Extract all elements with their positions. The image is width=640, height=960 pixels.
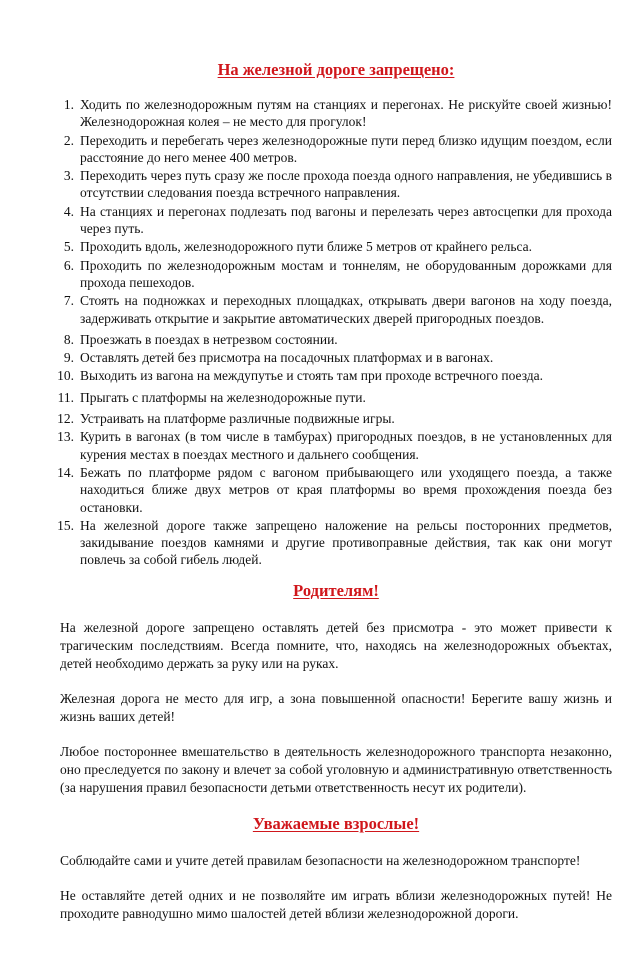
list-item-text: Прыгать с платформы на железнодорожные пути. xyxy=(80,389,366,405)
list-item-text: Проезжать в поездах в нетрезвом состоянии. xyxy=(80,331,338,347)
list-item xyxy=(60,203,612,238)
list-item xyxy=(57,464,612,516)
list-item xyxy=(57,428,612,463)
adults-paragraph: Соблюдайте сами и учите детей правилам безопасности на железнодорожном транспорте! xyxy=(60,852,581,868)
prohibited-heading: На железной дороге запрещено: xyxy=(217,60,455,79)
list-item-number: 4. xyxy=(63,203,74,219)
list-item-number: 12. xyxy=(57,411,74,427)
parents-heading: Родителям! xyxy=(293,580,379,600)
list-item-number: 9. xyxy=(63,350,74,366)
list-item-number: 3. xyxy=(63,168,74,184)
list-item-number: 2. xyxy=(63,132,74,148)
list-item-text: Оставлять детей без присмотра на посадочных платформах и в вагонах. xyxy=(80,350,494,366)
list-item-number: 5. xyxy=(63,239,74,255)
adults-paragraph: Не оставляйте детей одних и не позволяйте им играть вблизи железнодорожных путей! Не проходите равнодушно мимо шалостей детей вблизи железнодорожной дороги. xyxy=(60,887,612,921)
list-item xyxy=(57,410,612,427)
list-item xyxy=(60,238,612,255)
list-item xyxy=(60,132,612,167)
list-item-number: 11. xyxy=(57,389,74,405)
list-item-number: 10. xyxy=(57,368,74,384)
list-item-text: Выходить из вагона на междупутье и стоять там при проходе встречного поезда. xyxy=(80,368,544,384)
list-item-text: Устраивать на платформе различные подвижные игры. xyxy=(80,411,395,427)
list-item xyxy=(57,389,612,406)
list-item-text: Переходить и перебегать через железнодорожные пути перед близко идущим поездом, если расстояние до него менее 400 метров. xyxy=(80,132,612,165)
prohibited-list xyxy=(57,96,612,569)
list-item xyxy=(60,331,612,348)
list-item xyxy=(60,96,612,131)
parents-paragraph: На железной дороге запрещено оставлять детей без присмотра - это может привести к трагическим последствиям. Всегда помните, что, находясь на железнодорожных объектах, детей необходимо держать за руку или на руках. xyxy=(60,619,612,671)
parents-paragraph: Железная дорога не место для игр, а зона повышенной опасности! Берегите вашу жизнь и жизнь ваших детей! xyxy=(60,690,612,724)
list-item xyxy=(60,257,612,292)
list-item-text: На станциях и перегонах подлезать под вагоны и перелезать через автосцепки для прохода через путь. xyxy=(80,203,612,237)
list-item-number: 8. xyxy=(63,331,74,347)
list-item-number: 14. xyxy=(57,464,74,480)
list-item-text: Ходить по железнодорожным путям на станциях и перегонах. Не рискуйте своей жизнью! Железнодорожная колея – не место для прогулок! xyxy=(80,97,612,130)
list-item-number: 1. xyxy=(63,97,74,112)
list-item xyxy=(60,167,612,202)
list-item-number: 6. xyxy=(63,257,74,273)
list-item-number: 7. xyxy=(63,293,74,309)
list-item xyxy=(60,292,612,327)
list-item-text: На железной дороге также запрещено наложение на рельсы посторонних предметов, закидывание поездов камнями и другие противоправные действия, так как они могут повлечь за собой гибель людей. xyxy=(80,517,612,568)
list-item-text: Переходить через путь сразу же после прохода поезда одного направления, не убедившись в отсутствии следования поезда встречного направления. xyxy=(80,168,612,201)
list-item-number: 13. xyxy=(57,429,74,445)
list-item-number: 15. xyxy=(57,517,74,533)
list-item-text: Курить в вагонах (в том числе в тамбурах) пригородных поездов, в не установленных для курения местах в поездах местного и дальнего сообщения. xyxy=(80,429,612,462)
list-item xyxy=(57,517,612,569)
list-item-text: Бежать по платформе рядом с вагоном прибывающего или уходящего поезда, а также находиться ближе двух метров от края платформы во время прохождения поезда без остановки. xyxy=(80,464,612,515)
list-item-text: Проходить вдоль, железнодорожного пути ближе 5 метров от крайнего рельса. xyxy=(80,239,533,255)
list-item-text: Стоять на подножках и переходных площадках, открывать двери вагонов на ходу поезда, задерживать открытие и закрытие автоматических дверей пригородных поездов. xyxy=(80,293,612,326)
list-item-text: Проходить по железнодорожным мостам и тоннелям, не оборудованным дорожками для прохода пешеходов. xyxy=(80,257,612,290)
parents-paragraph: Любое постороннее вмешательство в деятельность железнодорожного транспорта незаконно, оно преследуется по закону и влечет за собой уголовную и административную ответственность (за нарушения правил безопасности детьми ответственность несут их родители). xyxy=(60,743,612,795)
list-item xyxy=(57,367,612,384)
list-item xyxy=(60,349,612,366)
adults-heading: Уважаемые взрослые! xyxy=(252,813,420,833)
